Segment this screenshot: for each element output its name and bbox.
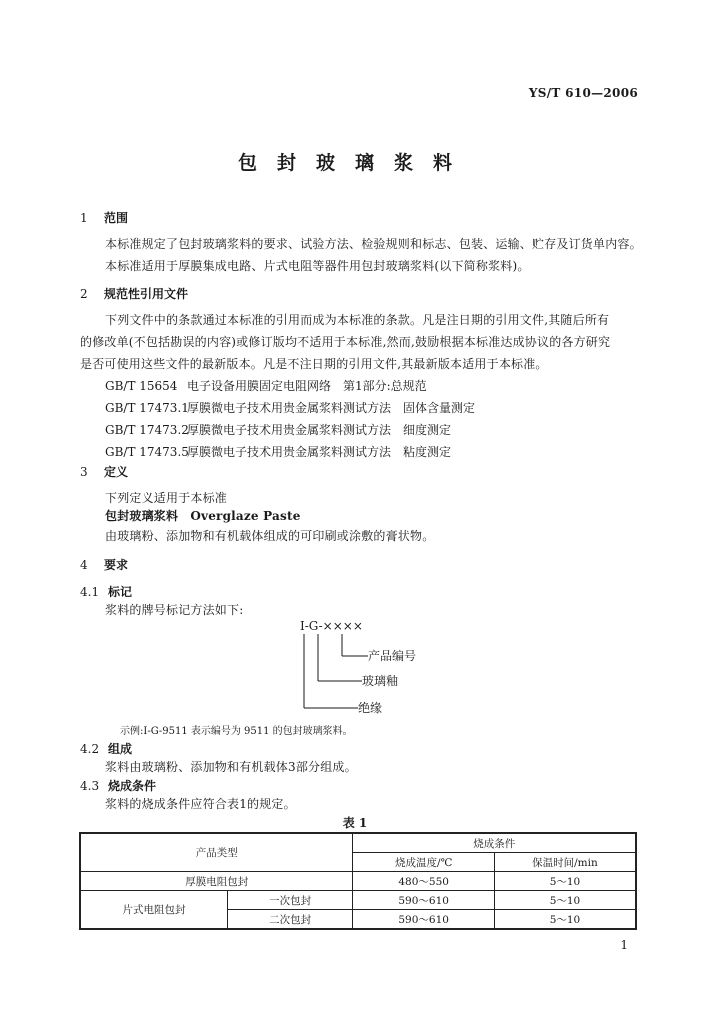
reference-title: 厚膜微电子技术用贵金属浆料测试方法 固体含量测定 — [187, 401, 476, 415]
section-1-title: 范围 — [104, 211, 129, 225]
section-1-para-1: 本标准规定了包封玻璃浆料的要求、试验方法、检验规则和标志、包装、运输、贮存及订货单内容。 — [105, 237, 642, 251]
label-glass-glaze: 玻璃釉 — [362, 674, 399, 688]
reference-title: 电子设备用膜固定电阻网络 第1部分:总规范 — [187, 379, 427, 393]
marking-code: I-G-×××× — [300, 619, 363, 633]
table-row — [80, 891, 636, 910]
document-title: 包封玻璃浆料 — [237, 152, 472, 174]
page-number: 1 — [620, 938, 628, 952]
cell-temperature: 480～550 — [353, 872, 494, 891]
marking-example-note: 示例:I-G-9511 表示编号为 9511 的包封玻璃浆料。 — [120, 726, 353, 737]
section-1-para-2: 本标准适用于厚膜集成电路、片式电阻等器件用包封玻璃浆料(以下简称浆料)。 — [105, 259, 530, 273]
section-2-para-line-1: 下列文件中的条款通过本标准的引用而成为本标准的条款。凡是注日期的引用文件,其随后所有 — [105, 313, 610, 327]
section-4-1-para: 浆料的牌号标记方法如下: — [105, 603, 244, 617]
definition-text: 由玻璃粉、添加物和有机载体组成的可印刷或涂敷的膏状物。 — [105, 529, 435, 543]
table-1-caption: 表 1 — [342, 816, 368, 830]
reference-title: 厚膜微电子技术用贵金属浆料测试方法 细度测定 — [187, 423, 452, 437]
cell-temperature: 590～610 — [353, 891, 494, 910]
reference-title: 厚膜微电子技术用贵金属浆料测试方法 粘度测定 — [187, 445, 452, 459]
table-row — [80, 872, 636, 891]
section-4-2-para: 浆料由玻璃粉、添加物和有机载体3部分组成。 — [105, 760, 357, 774]
header-firing-conditions: 烧成条件 — [353, 833, 636, 853]
section-4-number: 4 — [80, 558, 88, 572]
section-2-para-line-3: 是否可使用这些文件的最新版本。凡是不注日期的引用文件,其最新版本适用于本标准。 — [80, 357, 548, 371]
label-insulation: 绝缘 — [358, 701, 383, 715]
reference-code: GB/T 17473.2 — [105, 423, 189, 437]
header-product-type: 产品类型 — [80, 833, 353, 872]
section-4-2-heading — [80, 741, 132, 757]
reference-code: GB/T 17473.1 — [105, 401, 189, 415]
reference-item — [105, 378, 427, 394]
cell-sub-type: 二次包封 — [227, 910, 353, 930]
section-4-1-number: 4.1 — [80, 585, 100, 599]
section-3-heading — [80, 464, 128, 480]
table-1 — [79, 832, 637, 930]
marking-diagram — [296, 614, 456, 724]
section-2-title: 规范性引用文件 — [104, 287, 189, 301]
section-3-title: 定义 — [104, 465, 129, 479]
section-2-heading — [80, 286, 188, 302]
cell-sub-type: 一次包封 — [227, 891, 353, 910]
reference-item — [105, 444, 451, 460]
cell-product-type: 片式电阻包封 — [80, 891, 227, 930]
section-2-para-line-2: 的修改单(不包括勘误的内容)或修订版均不适用于本标准,然而,鼓励根据本标准达成协议的各方研究 — [80, 335, 611, 349]
section-4-2-number: 4.2 — [80, 742, 100, 756]
reference-code: GB/T 17473.5 — [105, 445, 189, 459]
section-4-2-title: 组成 — [108, 742, 133, 756]
section-4-heading — [80, 557, 128, 573]
section-1-heading — [80, 210, 128, 226]
section-1-number: 1 — [80, 211, 88, 225]
table-header-row — [80, 833, 636, 853]
label-product-number: 产品编号 — [368, 649, 417, 663]
section-4-3-heading — [80, 778, 156, 794]
reference-code: GB/T 15654 — [105, 379, 178, 393]
section-3-para-1: 下列定义适用于本标准 — [105, 491, 228, 505]
section-2-number: 2 — [80, 287, 88, 301]
section-4-1-heading — [80, 584, 132, 600]
cell-product-type: 厚膜电阻包封 — [80, 872, 353, 891]
definition-term: 包封玻璃浆料 Overglaze Paste — [105, 509, 301, 523]
standard-number: YS/T 610—2006 — [528, 86, 638, 100]
reference-item — [105, 422, 451, 438]
cell-time: 5～10 — [494, 891, 636, 910]
section-4-3-number: 4.3 — [80, 779, 100, 793]
header-holding-time: 保温时间/min — [494, 853, 636, 872]
section-3-number: 3 — [80, 465, 88, 479]
cell-time: 5～10 — [494, 910, 636, 930]
section-4-1-title: 标记 — [108, 585, 133, 599]
section-4-3-title: 烧成条件 — [108, 779, 157, 793]
cell-temperature: 590～610 — [353, 910, 494, 930]
section-4-3-para: 浆料的烧成条件应符合表1的规定。 — [105, 797, 296, 811]
section-4-title: 要求 — [104, 558, 129, 572]
header-firing-temperature: 烧成温度/℃ — [353, 853, 494, 872]
reference-item — [105, 400, 475, 416]
cell-time: 5～10 — [494, 872, 636, 891]
